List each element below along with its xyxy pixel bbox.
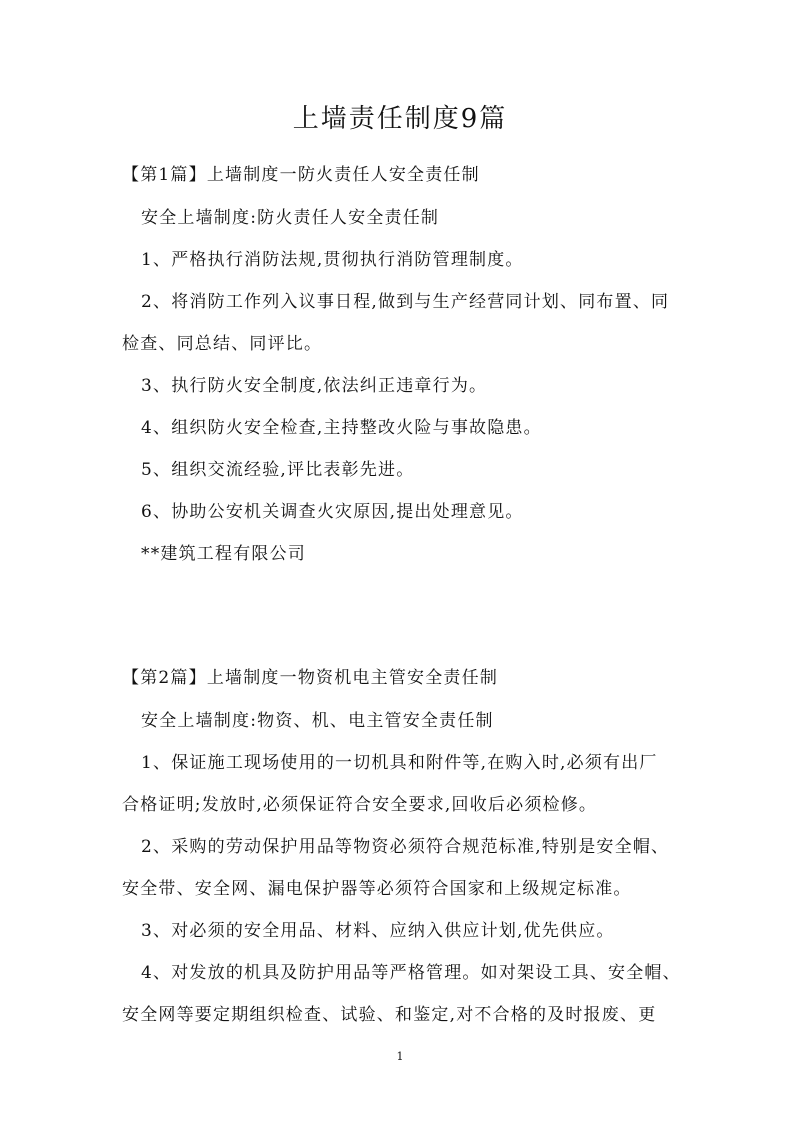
page-number: 1 (396, 1050, 404, 1063)
section1-item-6: 6、协助公安机关调查火灾原因,提出处理意见。 (141, 502, 524, 522)
section2-heading: 【第2篇】上墙制度一物资机电主管安全责任制 (122, 668, 499, 688)
section1-item-4: 4、组织防火安全检查,主持整改火险与事故隐患。 (141, 418, 542, 438)
section1-item-5: 5、组织交流经验,评比表彰先进。 (141, 460, 415, 480)
section2-item-4-line-2: 安全网等要定期组织检查、试验、和鉴定,对不合格的及时报废、更 (122, 1005, 657, 1025)
section2-item-1-line-2: 合格证明;发放时,必须保证符合安全要求,回收后必须检修。 (122, 795, 598, 815)
section2-item-2-line-1: 2、采购的劳动保护用品等物资必须符合规范标准,特别是安全帽、 (141, 837, 670, 857)
section1-item-3: 3、执行防火安全制度,依法纠正违章行为。 (141, 376, 488, 396)
document-title: 上墙责任制度9篇 (292, 104, 508, 134)
section2-item-3: 3、对必须的安全用品、材料、应纳入供应计划,优先供应。 (141, 921, 615, 941)
section1-heading: 【第1篇】上墙制度一防火责任人安全责任制 (122, 165, 480, 185)
section1-item-2-line-2: 检查、同总结、同评比。 (122, 334, 323, 354)
section1-company: **建筑工程有限公司 (141, 544, 306, 564)
section2-item-2-line-2: 安全带、安全网、漏电保护器等必须符合国家和上级规定标准。 (122, 879, 632, 899)
section2-item-4-line-1: 4、对发放的机具及防护用品等严格管理。如对架设工具、安全帽、 (141, 963, 681, 983)
section2-subtitle: 安全上墙制度:物资、机、电主管安全责任制 (141, 711, 494, 731)
section1-item-2-line-1: 2、将消防工作列入议事日程,做到与生产经营同计划、同布置、同 (141, 292, 670, 312)
section2-item-1-line-1: 1、保证施工现场使用的一切机具和附件等,在购入时,必须有出厂 (141, 753, 658, 773)
section1-subtitle: 安全上墙制度:防火责任人安全责任制 (141, 208, 440, 228)
section1-item-1: 1、严格执行消防法规,贯彻执行消防管理制度。 (141, 250, 524, 270)
